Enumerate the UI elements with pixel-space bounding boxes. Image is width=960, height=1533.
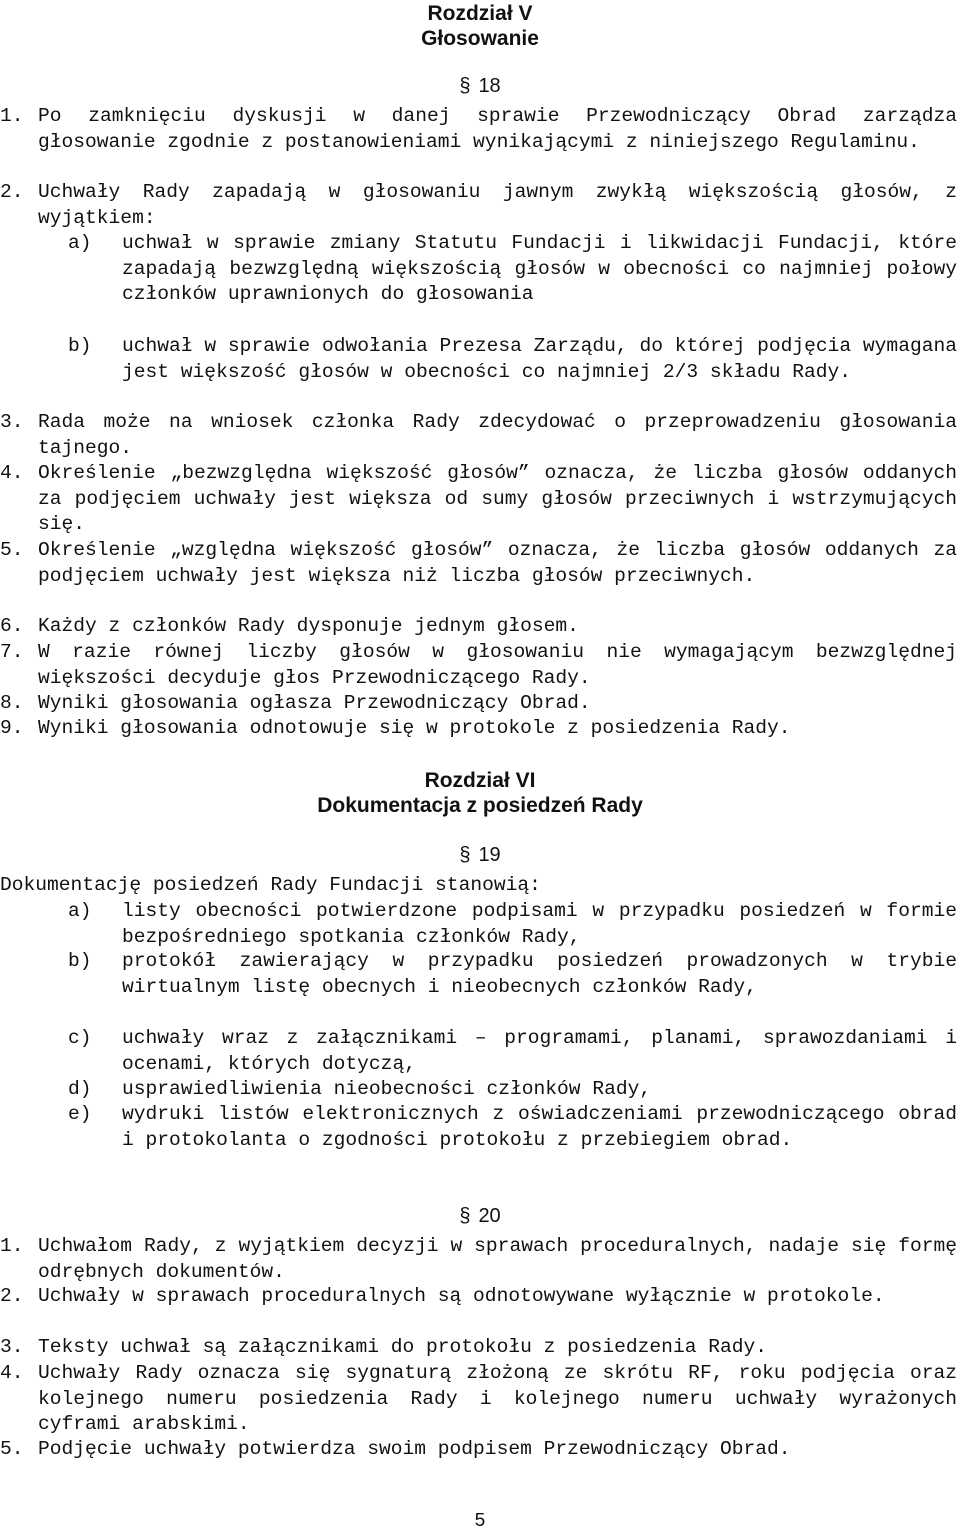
item-text: protokół zawierający w przypadku posiedzeń prowadzonych w trybie wirtualnym listę obecnych i nieobecnych członków Rady,	[122, 950, 957, 998]
section-sign: §	[459, 1205, 471, 1227]
item-label: 1.	[0, 1235, 24, 1257]
paragraph-heading	[0, 1204, 960, 1229]
item-text: Wyniki głosowania odnotowuje się w protokole z posiedzenia Rady.	[38, 717, 791, 739]
item-label: 2.	[0, 181, 24, 203]
item-label: 5.	[0, 539, 24, 561]
item-text: Teksty uchwał są załącznikami do protokołu z posiedzenia Rady.	[38, 1336, 768, 1358]
item-label: 9.	[0, 717, 24, 739]
paragraph-heading	[0, 74, 960, 99]
item-label: d)	[68, 1078, 92, 1100]
item-label: 6.	[0, 615, 24, 637]
item-text: Określenie „względna większość głosów” oznacza, że liczba głosów oddanych za podjęciem uchwały jest większa niż liczba głosów przeciwnych.	[38, 539, 957, 587]
item-text: Każdy z członków Rady dysponuje jednym głosem.	[38, 615, 579, 637]
item-text: W razie równej liczby głosów w głosowaniu nie wymagającym bezwzględnej większości decyduje głos Przewodniczącego Rady.	[38, 641, 957, 689]
paragraph-intro: Dokumentację posiedzeń Rady Fundacji stanowią:	[0, 874, 541, 896]
item-label: 8.	[0, 692, 24, 714]
chapter-subtitle: Głosowanie	[421, 27, 539, 50]
item-label: a)	[68, 232, 92, 254]
item-text: Uchwały w sprawach proceduralnych są odnotowywane wyłącznie w protokole.	[38, 1285, 885, 1307]
item-label: b)	[68, 335, 92, 357]
item-label: 7.	[0, 641, 24, 663]
item-text: Uchwały Rady zapadają w głosowaniu jawnym zwykłą większością głosów, z wyjątkiem:	[38, 181, 957, 229]
chapter-title: Rozdział V	[427, 2, 533, 25]
item-label: a)	[68, 900, 92, 922]
item-label: 4.	[0, 1362, 24, 1384]
item-label: 2.	[0, 1285, 24, 1307]
item-text: wydruki listów elektronicznych z oświadczeniami przewodniczącego obrad i protokolanta o zgodności protokołu z przebiegiem obrad.	[122, 1103, 957, 1151]
item-text: usprawiedliwienia nieobecności członków Rady,	[122, 1078, 652, 1100]
item-label: 3.	[0, 1336, 24, 1358]
item-text: uchwały wraz z załącznikami – programami, planami, sprawozdaniami i ocenami, których dotyczą,	[122, 1027, 957, 1075]
item-label: e)	[68, 1103, 92, 1125]
chapter-subtitle: Dokumentacja z posiedzeń Rady	[317, 794, 643, 817]
item-label: 1.	[0, 105, 24, 127]
item-label: 5.	[0, 1438, 24, 1460]
item-text: Uchwałom Rady, z wyjątkiem decyzji w sprawach proceduralnych, nadaje się formę odrębnych dokumentów.	[38, 1235, 957, 1283]
section-sign: §	[459, 844, 471, 866]
paragraph-number: 19	[478, 844, 501, 866]
paragraph-number: 20	[478, 1205, 501, 1227]
chapter-title: Rozdział VI	[424, 769, 536, 792]
item-text: Po zamknięciu dyskusji w danej sprawie Przewodniczący Obrad zarządza głosowanie zgodnie z postanowieniami wynikającymi z niniejszego Regulaminu.	[38, 105, 957, 153]
section-sign: §	[459, 75, 471, 97]
item-text: Podjęcie uchwały potwierdza swoim podpisem Przewodniczący Obrad.	[38, 1438, 791, 1460]
item-text: uchwał w sprawie zmiany Statutu Fundacji i likwidacji Fundacji, które zapadają bezwzględną większością głosów w obecności co najmniej połowy członków uprawnionych do głosowania	[122, 232, 957, 305]
item-text: listy obecności potwierdzone podpisami w przypadku posiedzeń w formie bezpośredniego spotkania członków Rady,	[122, 900, 957, 948]
item-text: Rada może na wniosek członka Rady zdecydować o przeprowadzeniu głosowania tajnego.	[38, 411, 957, 459]
item-label: c)	[68, 1027, 92, 1049]
item-text: Określenie „bezwzględna większość głosów” oznacza, że liczba głosów oddanych za podjęciem uchwały jest większa od sumy głosów przeciwnych i wstrzymujących się.	[38, 462, 957, 535]
item-text: Uchwały Rady oznacza się sygnaturą złożoną ze skrótu RF, roku podjęcia oraz kolejnego numeru posiedzenia Rady i kolejnego numeru uchwały wyrażonych cyframi arabskimi.	[38, 1362, 957, 1435]
page-number: 5	[474, 1510, 486, 1532]
paragraph-heading	[0, 843, 960, 868]
item-text: uchwał w sprawie odwołania Prezesa Zarządu, do której podjęcia wymagana jest większość głosów w obecności co najmniej 2/3 składu Rady.	[122, 335, 957, 383]
item-text: Wyniki głosowania ogłasza Przewodniczący Obrad.	[38, 692, 591, 714]
item-label: 3.	[0, 411, 24, 433]
item-label: 4.	[0, 462, 24, 484]
paragraph-number: 18	[478, 75, 501, 97]
item-label: b)	[68, 950, 92, 972]
